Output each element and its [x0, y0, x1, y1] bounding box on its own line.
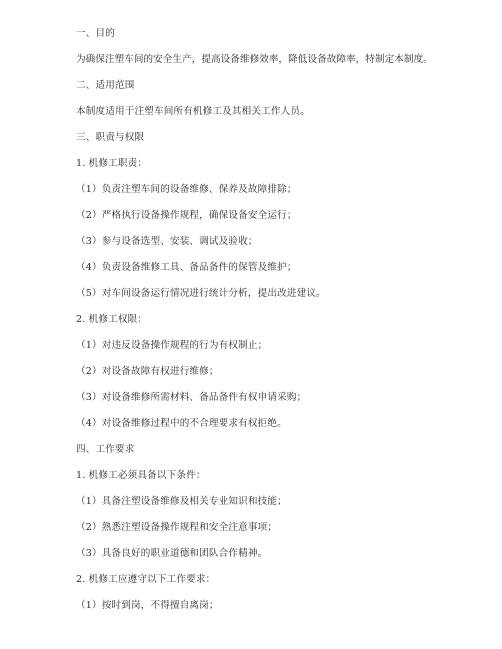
subheading-permissions: 2. 机修工权限：	[76, 314, 148, 325]
list-item: （3）具备良好的职业道德和团队合作精神。	[76, 548, 268, 559]
paragraph-scope: 本制度适用于注塑车间所有机修工及其相关工作人员。	[76, 106, 310, 117]
list-item: （1）对违反设备操作规程的行为有权制止；	[76, 340, 268, 351]
list-item: （3）对设备维修所需材料、备品备件有权申请采购；	[76, 392, 307, 403]
paragraph-purpose: 为确保注塑车间的安全生产，提高设备维修效率，降低设备故障率，特制定本制度。	[76, 54, 433, 65]
list-item: （4）负责设备维修工具、备品备件的保管及维护；	[76, 262, 297, 273]
subheading-duties: 1. 机修工职责：	[76, 158, 148, 169]
list-item: （2）严格执行设备操作规程，确保设备安全运行；	[76, 210, 297, 221]
section-heading-purpose: 一、目的	[76, 28, 115, 39]
list-item: （5）对车间设备运行情况进行统计分析，提出改进建议。	[76, 288, 326, 299]
subheading-qualifications: 1. 机修工必须具备以下条件：	[76, 470, 206, 481]
section-heading-requirements: 四、工作要求	[76, 444, 135, 455]
list-item: （1）负责注塑车间的设备维修、保养及故障排除；	[76, 184, 297, 195]
list-item: （1）按时到岗，不得擅自离岗；	[76, 600, 219, 611]
section-heading-duties: 三、职责与权限	[76, 132, 145, 143]
list-item: （1）具备注塑设备维修及相关专业知识和技能；	[76, 496, 287, 507]
section-heading-scope: 二、适用范围	[76, 80, 135, 91]
list-item: （4）对设备维修过程中的不合理要求有权拒绝。	[76, 418, 287, 429]
list-item: （3）参与设备选型、安装、调试及验收；	[76, 236, 258, 247]
list-item: （2）熟悉注塑设备操作规程和安全注意事项；	[76, 522, 278, 533]
subheading-work-rules: 2. 机修工应遵守以下工作要求：	[76, 574, 216, 585]
list-item: （2）对设备故障有权进行维修；	[76, 366, 219, 377]
